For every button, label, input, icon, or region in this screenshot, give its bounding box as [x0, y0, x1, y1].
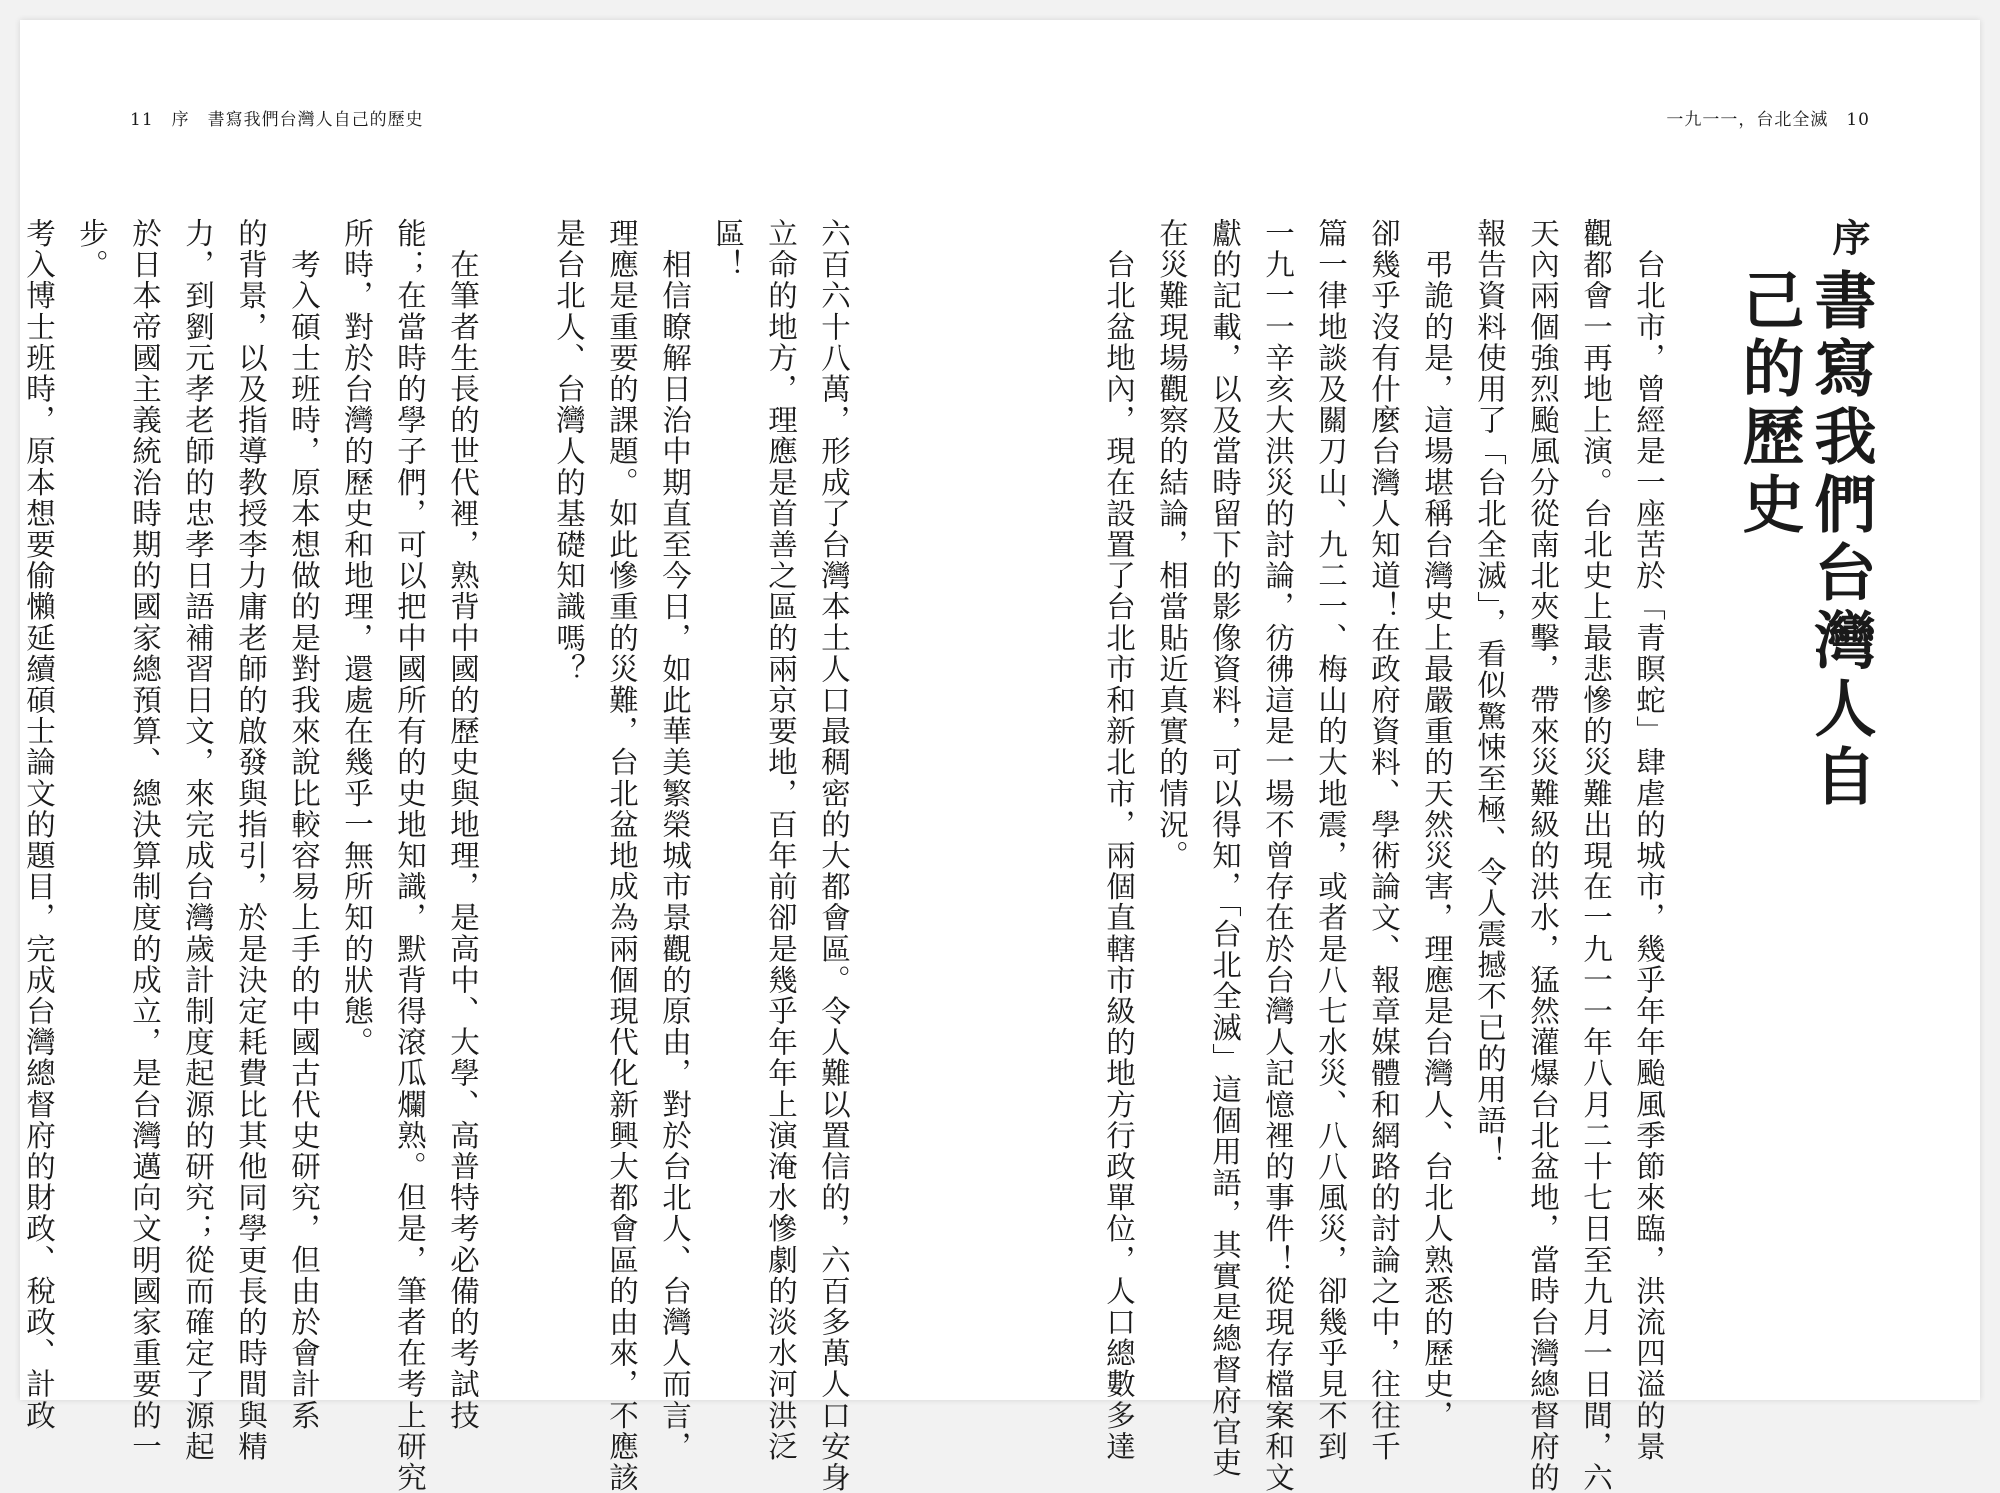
left-column: 六百六十八萬，形成了台灣本土人口最稠密的大都會區。令人難以置信的，六百多萬人口安身 — [817, 218, 851, 1493]
right-column: 一九一一辛亥大洪災的討論，彷彿這是一場不曾存在於台灣人記憶裡的事件！從現存檔案和文 — [1261, 218, 1295, 1493]
chapter-heading — [1732, 218, 1876, 838]
right-column: 卻幾乎沒有什麼台灣人知道！在政府資料、學術論文、報章媒體和網路的討論之中，往往千 — [1367, 218, 1401, 1462]
right-column: 在災難現場觀察的結論，相當貼近真實的情況。 — [1155, 218, 1189, 872]
right-column: 篇一律地談及關刀山、九二一、梅山的大地震，或者是八七水災、八八風災，卻幾乎見不到 — [1314, 218, 1348, 1462]
right-column: 天內兩個強烈颱風分從南北夾擊，帶來災難級的洪水，猛然灌爆台北盆地，當時台灣總督府的 — [1526, 218, 1560, 1493]
right-column: 報告資料使用了「台北全滅」，看似驚悚至極、令人震撼不已的用語！ — [1473, 218, 1507, 1168]
chapter-title: 書寫我們台灣人自己的歷史 — [1732, 268, 1877, 812]
left-column: 力，到劉元孝老師的忠孝日語補習日文，來完成台灣歲計制度起源的研究；從而確定了源起 — [181, 218, 215, 1462]
left-column: 是台北人、台灣人的基礎知識嗎？ — [552, 218, 586, 685]
left-column: 步。 — [75, 218, 109, 281]
chapter-label: 序 — [1826, 218, 1871, 260]
left-column: 所時，對於台灣的歷史和地理，還處在幾乎一無所知的狀態。 — [340, 218, 374, 1058]
left-column: 能；在當時的學子們，可以把中國所有的史地知識，默背得滾瓜爛熟。但是，筆者在考上研究 — [393, 218, 427, 1493]
left-column: 理應是重要的課題。如此慘重的災難，台北盆地成為兩個現代化新興大都會區的由來，不應該 — [605, 218, 639, 1493]
left-running-title: 書寫我們台灣人自己的歷史 — [207, 110, 424, 130]
left-column: 於日本帝國主義統治時期的國家總預算、總決算制度的成立，是台灣邁向文明國家重要的一 — [128, 218, 162, 1462]
left-running-section: 序 — [171, 110, 190, 130]
left-page-number: 11 — [130, 110, 154, 130]
left-column: 的背景，以及指導教授李力庸老師的啟發與指引，於是決定耗費比其他同學更長的時間與精 — [234, 218, 268, 1462]
left-column: 區！ — [711, 218, 745, 281]
left-column: 考入碩士班時，原本想做的是對我來說比較容易上手的中國古代史研究，但由於會計系 — [287, 218, 321, 1431]
right-column: 獻的記載，以及當時留下的影像資料，可以得知，「台北全滅」這個用語，其實是總督府官吏 — [1208, 218, 1242, 1479]
left-column: 考入博士班時，原本想要偷懶延續碩士論文的題目，完成台灣總督府的財政、稅政、計政 — [22, 218, 56, 1431]
right-column: 觀都會一再地上演。台北史上最悲慘的災難出現在一九一一年八月二十七日至九月一日間，六 — [1579, 218, 1613, 1493]
right-page-body — [1092, 218, 1675, 1493]
right-running-title: 一九一一，台北全滅 — [1666, 110, 1829, 130]
right-page-number: 10 — [1846, 110, 1870, 130]
right-column: 台北市，曾經是一座苦於「青瞑蛇」肆虐的城市，幾乎年年颱風季節來臨，洪流四溢的景 — [1632, 218, 1666, 1462]
left-column: 在筆者生長的世代裡，熟背中國的歷史與地理，是高中、大學、高普特考必備的考試技 — [446, 218, 480, 1431]
right-running-head — [1666, 105, 1870, 130]
left-column: 相信瞭解日治中期直至今日，如此華美繁榮城市景觀的原由，對於台北人、台灣人而言， — [658, 218, 692, 1462]
left-column: 立命的地方，理應是首善之區的兩京要地，百年前卻是幾乎年年上演淹水慘劇的淡水河洪泛 — [764, 218, 798, 1462]
left-page-body — [12, 218, 860, 1493]
right-column: 台北盆地內，現在設置了台北市和新北市，兩個直轄市級的地方行政單位，人口總數多達 — [1102, 218, 1136, 1462]
right-column: 弔詭的是，這場堪稱台灣史上最嚴重的天然災害，理應是台灣人、台北人熟悉的歷史， — [1420, 218, 1454, 1431]
book-spread — [20, 20, 1980, 1493]
left-running-head — [130, 105, 424, 130]
